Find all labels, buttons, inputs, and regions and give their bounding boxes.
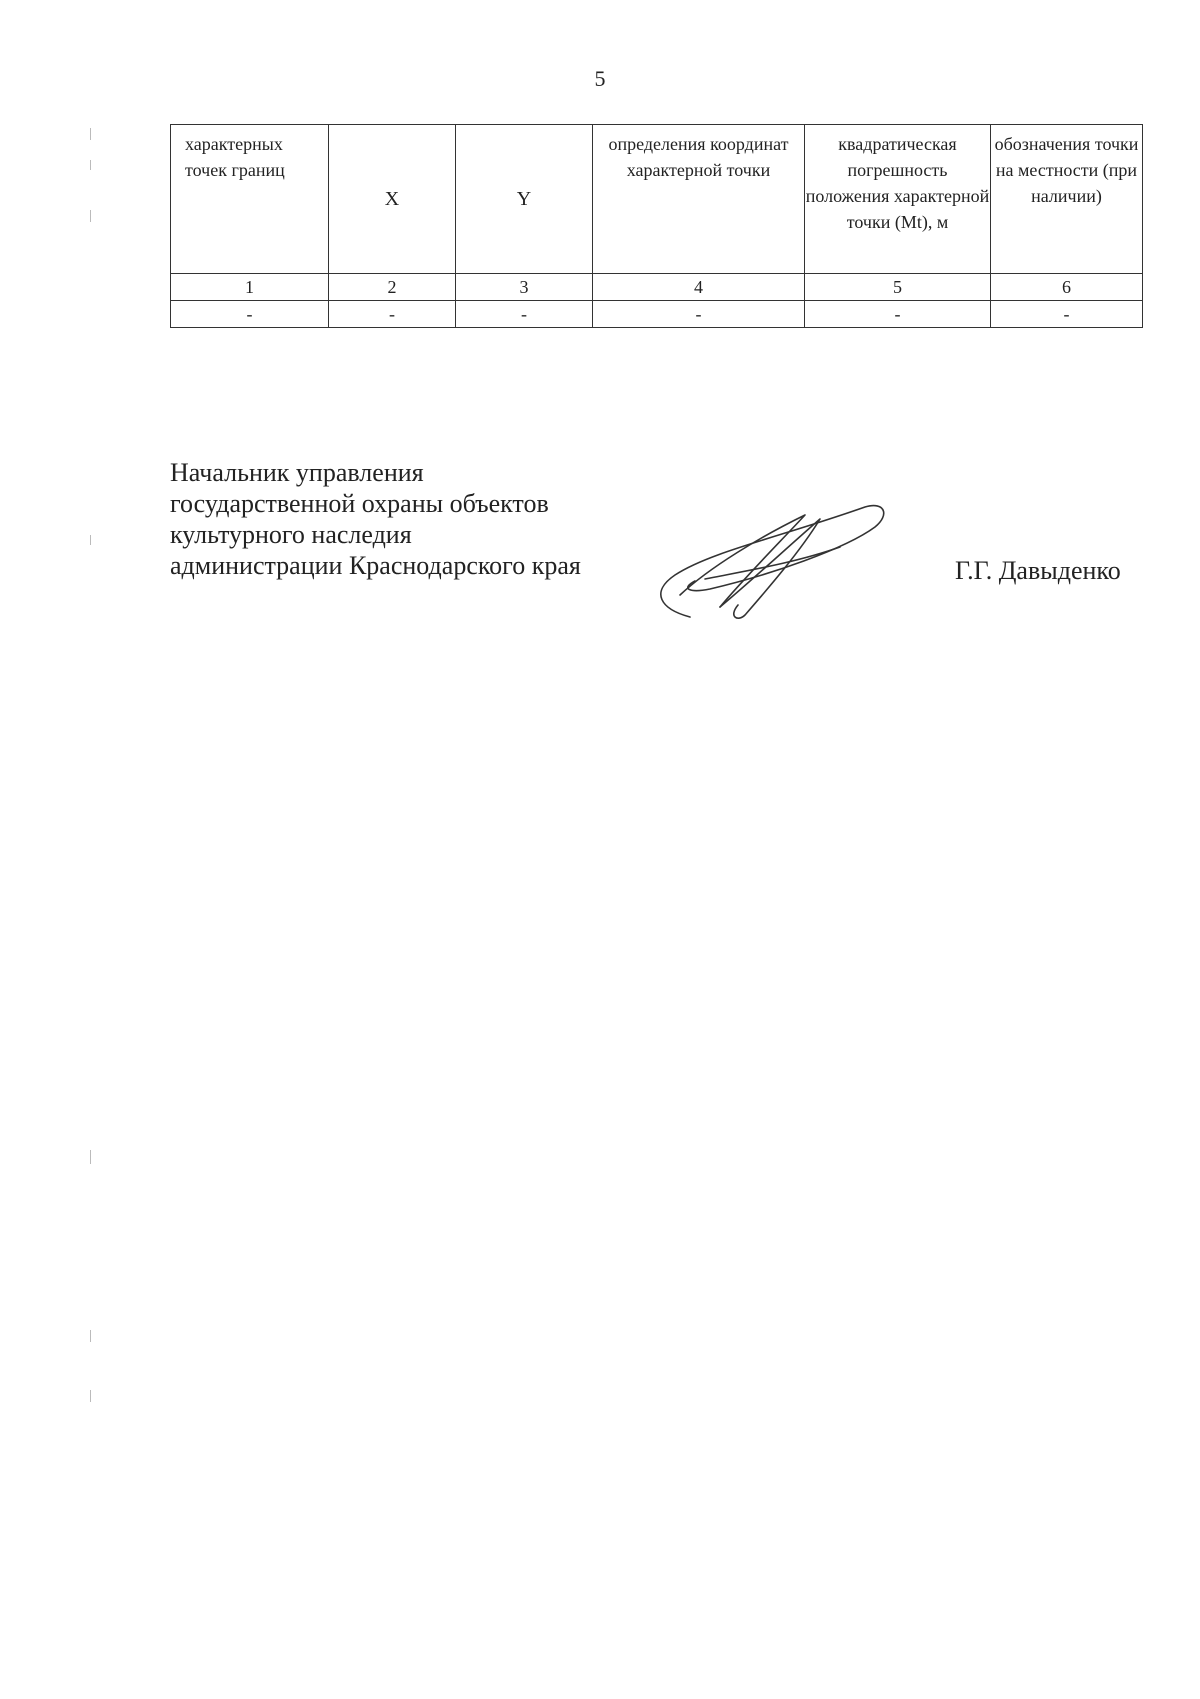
handwritten-signature <box>650 497 890 622</box>
table-cell: - <box>171 301 329 328</box>
header-cell-5: квадратическая погрешность положения характерной точки (Mt), м <box>805 125 991 274</box>
column-number: 3 <box>456 274 593 301</box>
signatory-position <box>170 457 581 581</box>
table-cell: - <box>593 301 805 328</box>
table-cell: - <box>329 301 456 328</box>
signer-name: Г.Г. Давыденко <box>955 556 1121 585</box>
margin-scan-mark <box>90 210 91 222</box>
margin-scan-mark <box>90 1330 91 1342</box>
margin-scan-mark <box>90 1390 91 1402</box>
header-cell-2: X <box>329 125 456 274</box>
position-line: администрации Краснодарского края <box>170 551 581 580</box>
margin-scan-mark <box>90 535 91 545</box>
column-number: 5 <box>805 274 991 301</box>
page-number: 5 <box>594 66 606 91</box>
column-number: 1 <box>171 274 329 301</box>
header-cell-6: обозначения точки на местности (при наличии) <box>991 125 1143 274</box>
column-number: 6 <box>991 274 1143 301</box>
margin-scan-mark <box>90 128 91 140</box>
coordinates-table <box>170 124 1143 328</box>
column-number: 2 <box>329 274 456 301</box>
position-line: Начальник управления <box>170 458 424 487</box>
position-line: государственной охраны объектов <box>170 489 549 518</box>
table-header-row <box>171 125 1143 274</box>
header-cell-3: Y <box>456 125 593 274</box>
margin-scan-mark <box>90 160 91 170</box>
column-number: 4 <box>593 274 805 301</box>
table-cell: - <box>805 301 991 328</box>
table-cell: - <box>456 301 593 328</box>
margin-scan-mark <box>90 1150 91 1164</box>
column-number-row <box>171 274 1143 301</box>
table-cell: - <box>991 301 1143 328</box>
table-row <box>171 301 1143 328</box>
position-line: культурного наследия <box>170 520 412 549</box>
header-cell-4: определения координат характерной точки <box>593 125 805 274</box>
header-cell-1: характерных точек границ <box>171 125 329 274</box>
